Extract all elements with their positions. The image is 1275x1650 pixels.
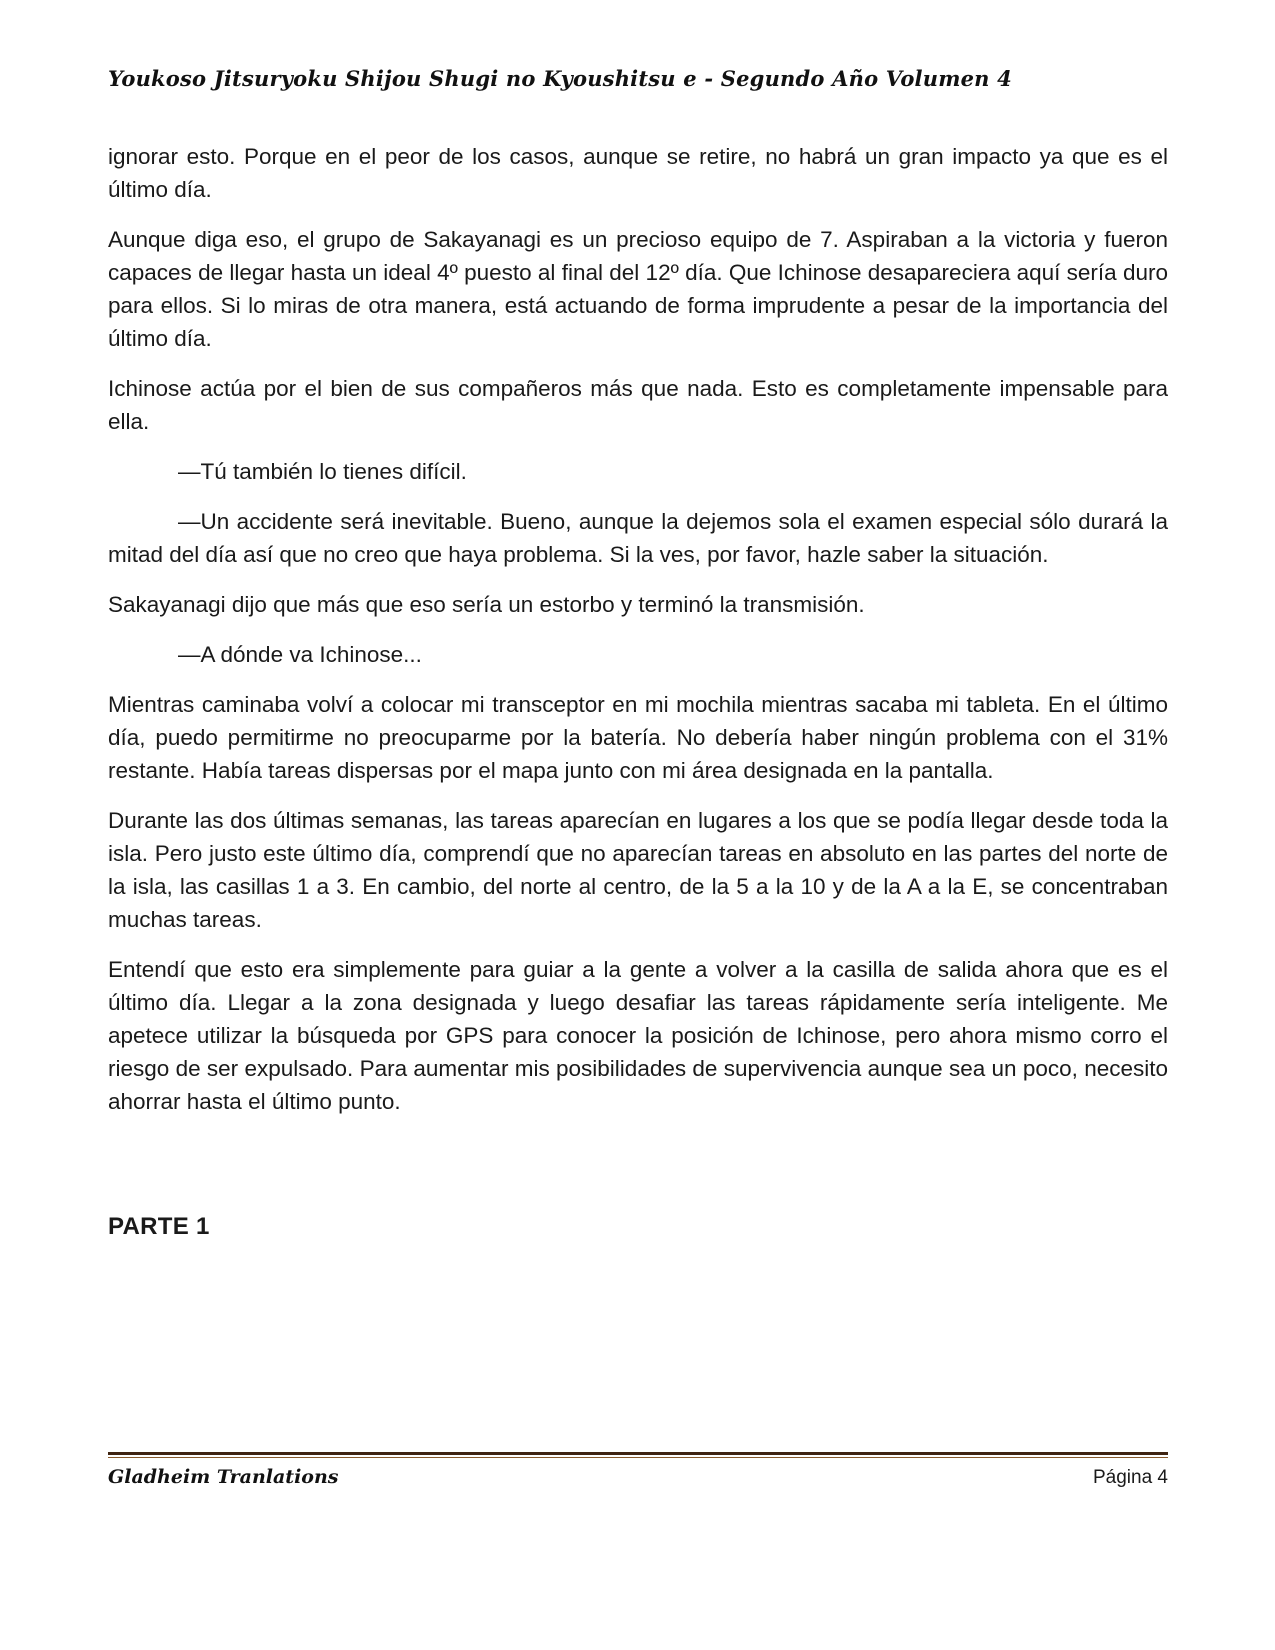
page-body	[108, 140, 1168, 1260]
page-header-title: Youkoso Jitsuryoku Shijou Shugi no Kyoushitsu e - Segundo Año Volumen 4	[108, 66, 1012, 91]
paragraph: Durante las dos últimas semanas, las tareas aparecían en lugares a los que se podía llegar desde toda la isla. Pero justo este último día, comprendí que no aparecían tareas en absoluto en las partes del norte de la isla, las casillas 1 a 3. En cambio, del norte al centro, de la 5 a la 10 y de la A a la E, se concentraban muchas tareas.	[108, 808, 1168, 932]
footer-rule-thick	[108, 1452, 1168, 1455]
paragraph: Entendí que esto era simplemente para guiar a la gente a volver a la casilla de salida ahora que es el último día. Llegar a la zona designada y luego desafiar las tareas rápidamente sería inteligente. Me apetece utilizar la búsqueda por GPS para conocer la posición de Ichinose, pero ahora mismo corro el riesgo de ser expulsado. Para aumentar mis posibilidades de supervivencia aunque sea un poco, necesito ahorrar hasta el último punto.	[108, 957, 1168, 1114]
footer-page-number: Página 4	[1092, 1467, 1168, 1488]
footer-rule-thin	[108, 1457, 1168, 1458]
page-footer	[108, 1452, 1168, 1489]
section-heading: PARTE 1	[108, 1213, 210, 1240]
footer-row	[108, 1466, 1168, 1489]
footer-translator-credit: Gladheim Tranlations	[108, 1466, 339, 1488]
paragraph: —Tú también lo tienes difícil.	[178, 459, 467, 484]
paragraph: Mientras caminaba volví a colocar mi transceptor en mi mochila mientras sacaba mi tableta. En el último día, puedo permitirme no preocuparme por la batería. No debería haber ningún problema con el 31% restante. Había tareas dispersas por el mapa junto con mi área designada en la pantalla.	[108, 692, 1168, 783]
paragraph: —Un accidente será inevitable. Bueno, aunque la dejemos sola el examen especial sólo durará la mitad del día así que no creo que haya problema. Si la ves, por favor, hazle saber la situación.	[108, 509, 1168, 567]
paragraph: Ichinose actúa por el bien de sus compañeros más que nada. Esto es completamente impensable para ella.	[108, 376, 1168, 434]
paragraph: ignorar esto. Porque en el peor de los casos, aunque se retire, no habrá un gran impacto ya que es el último día.	[108, 144, 1168, 202]
paragraph: Sakayanagi dijo que más que eso sería un estorbo y terminó la transmisión.	[108, 592, 865, 617]
paragraph: —A dónde va Ichinose...	[178, 642, 422, 667]
paragraph: Aunque diga eso, el grupo de Sakayanagi es un precioso equipo de 7. Aspiraban a la victoria y fueron capaces de llegar hasta un ideal 4º puesto al final del 12º día. Que Ichinose desapareciera aquí sería duro para ellos. Si lo miras de otra manera, está actuando de forma imprudente a pesar de la importancia del último día.	[108, 227, 1168, 351]
